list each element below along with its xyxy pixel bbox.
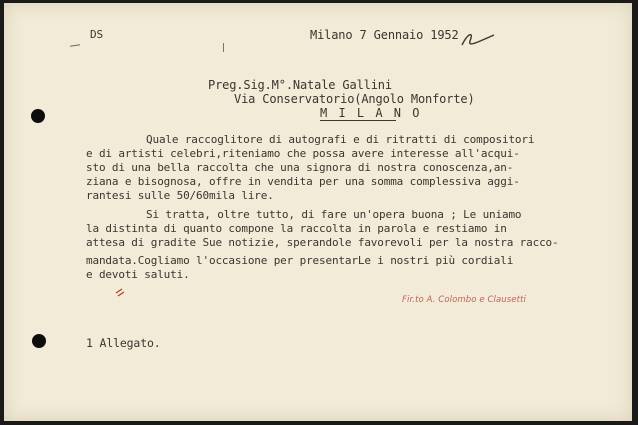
body-line: ziana e bisognosa, offre in vendita per una somma complessiva aggi- xyxy=(86,175,520,188)
letter-date: Milano 7 Gennaio 1952 xyxy=(310,28,459,42)
body-line: mandata.Cogliamo l'occasione per presentarLe i nostri più cordiali xyxy=(86,254,514,267)
pencil-tick xyxy=(223,43,224,52)
recipient-name: Preg.Sig.M°.Natale Gallini xyxy=(208,78,392,92)
body-line: Quale raccoglitore di autografi e di ritratti di compositori xyxy=(146,133,535,146)
body-line: la distinta di quanto compone la raccolta in parola e restiamo in xyxy=(86,222,507,235)
red-pencil-mark xyxy=(114,284,128,298)
recipient-city: M I L A N O xyxy=(320,106,422,120)
body-line: e di artisti celebri,riteniamo che possa avere interesse all'acqui- xyxy=(86,147,520,160)
punch-hole-bottom xyxy=(32,334,46,348)
body-line: e devoti saluti. xyxy=(86,268,190,281)
body-line: sto di una bella raccolta che una signora di nostra conoscenza,an- xyxy=(86,161,514,174)
signature-stamp: Fir.to A. Colombo e Clausetti xyxy=(402,295,526,305)
reference-mark xyxy=(70,44,80,46)
body-line: attesa di gradite Sue notizie, sperandole favorevoli per la nostra racco- xyxy=(86,236,559,249)
recipient-address: Via Conservatorio(Angolo Monforte) xyxy=(234,92,475,106)
date-correction-scribble xyxy=(460,29,496,51)
punch-hole-top xyxy=(31,109,45,123)
letter-sheet xyxy=(4,3,632,421)
body-line: rantesi sulle 50/60mila lire. xyxy=(86,189,274,202)
enclosure-note: 1 Allegato. xyxy=(86,336,161,350)
city-underline xyxy=(320,120,396,121)
body-line: Si tratta, oltre tutto, di fare un'opera buona ; Le uniamo xyxy=(146,208,522,221)
reference-initials: DS xyxy=(90,28,103,41)
